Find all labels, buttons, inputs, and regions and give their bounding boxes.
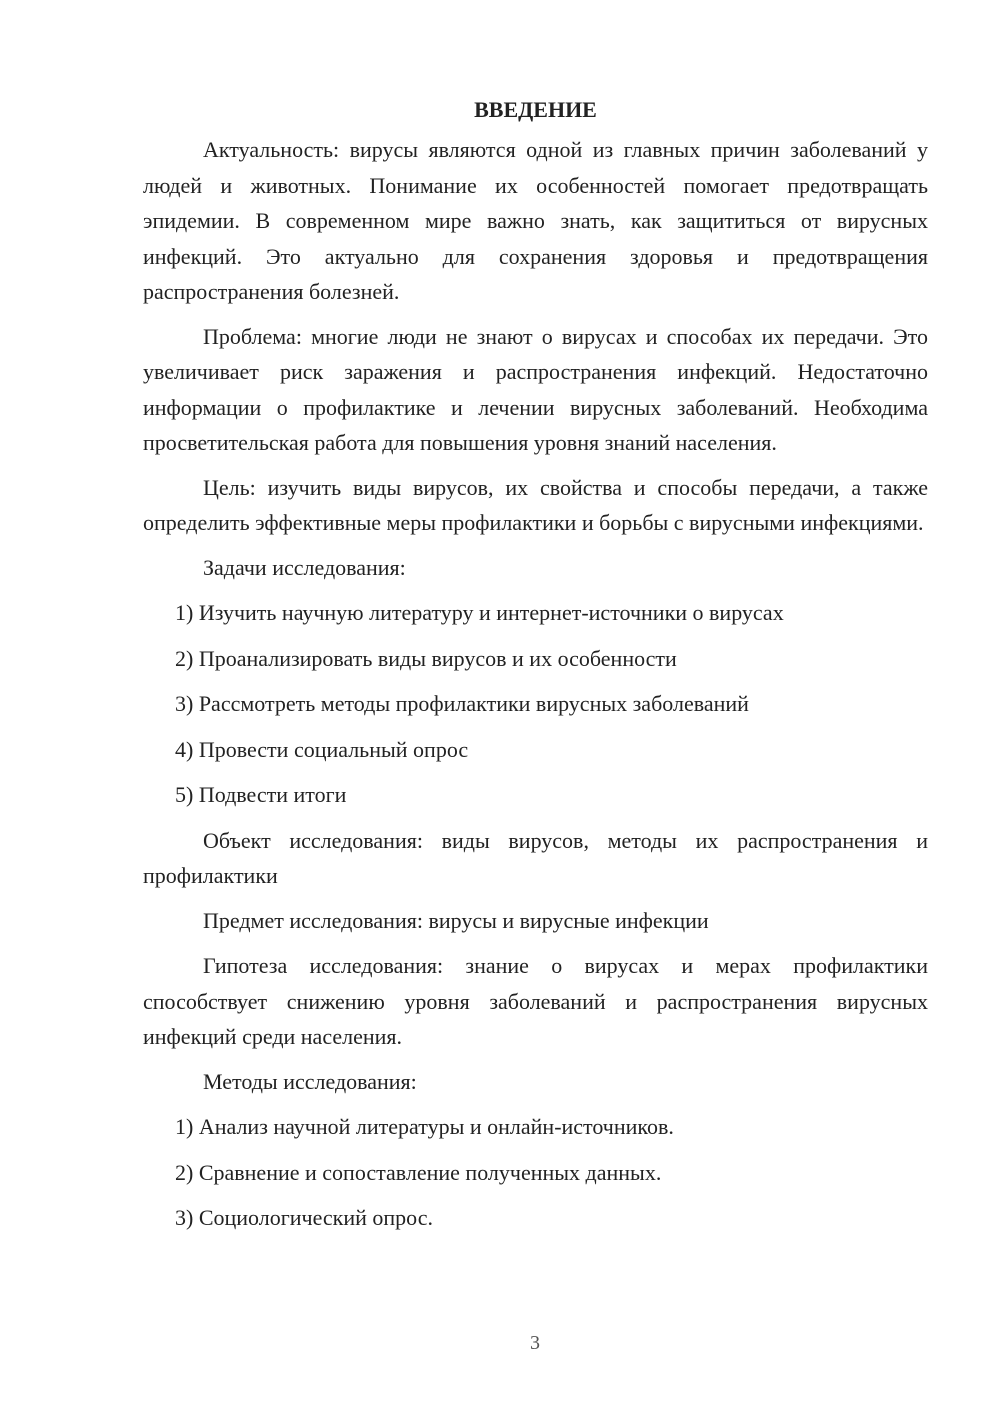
methods-label: Методы исследования:	[203, 1068, 417, 1094]
object-paragraph: Объект исследования: виды вирусов, методы их распространения и профилактики	[143, 827, 928, 888]
list-item-task-3: 3) Рассмотреть методы профилактики вирусных заболеваний	[175, 691, 749, 716]
hypothesis-paragraph: Гипотеза исследования: знание о вирусах и мерах профилактики способствует снижению уровня заболеваний и распространения вирусных инфекций среди населения.	[143, 953, 928, 1049]
tasks-label: Задачи исследования:	[203, 554, 406, 580]
tasks-list	[143, 595, 928, 813]
list-item-task-2: 2) Проанализировать виды вирусов и их особенности	[175, 645, 677, 671]
list-item-method-3: 3) Социологический опрос.	[175, 1205, 433, 1230]
page-title: ВВЕДЕНИЕ	[474, 97, 597, 122]
goal-paragraph: Цель: изучить виды вирусов, их свойства и способы передачи, а также определить эффективные меры профилактики и борьбы с вирусными инфекциями.	[143, 474, 928, 535]
list-item-method-1: 1) Анализ научной литературы и онлайн-источников.	[175, 1114, 674, 1139]
document-page	[143, 94, 928, 1246]
list-item-method-2: 2) Сравнение и сопоставление полученных данных.	[175, 1159, 662, 1185]
subject-paragraph: Предмет исследования: вирусы и вирусные инфекции	[203, 907, 709, 933]
list-item-task-1: 1) Изучить научную литературу и интернет-источники о вирусах	[175, 600, 784, 625]
page-number: 3	[530, 1332, 540, 1354]
list-item-task-5: 5) Подвести итоги	[175, 782, 347, 807]
problem-paragraph: Проблема: многие люди не знают о вирусах и способах их передачи. Это увеличивает риск заражения и распространения инфекций. Недостаточно информации о профилактике и лечении вирусных заболеваний. Необходима просветительская работа для повышения уровня знаний населения.	[143, 323, 928, 455]
list-item-task-4: 4) Провести социальный опрос	[175, 736, 469, 762]
methods-list	[143, 1109, 928, 1236]
relevance-paragraph: Актуальность: вирусы являются одной из главных причин заболеваний у людей и животных. Понимание их особенностей помогает предотвращать эпидемии. В современном мире важно знать, как защититься от вирусных инфекций. Это актуально для сохранения здоровья и предотвращения распространения болезней.	[143, 137, 928, 304]
